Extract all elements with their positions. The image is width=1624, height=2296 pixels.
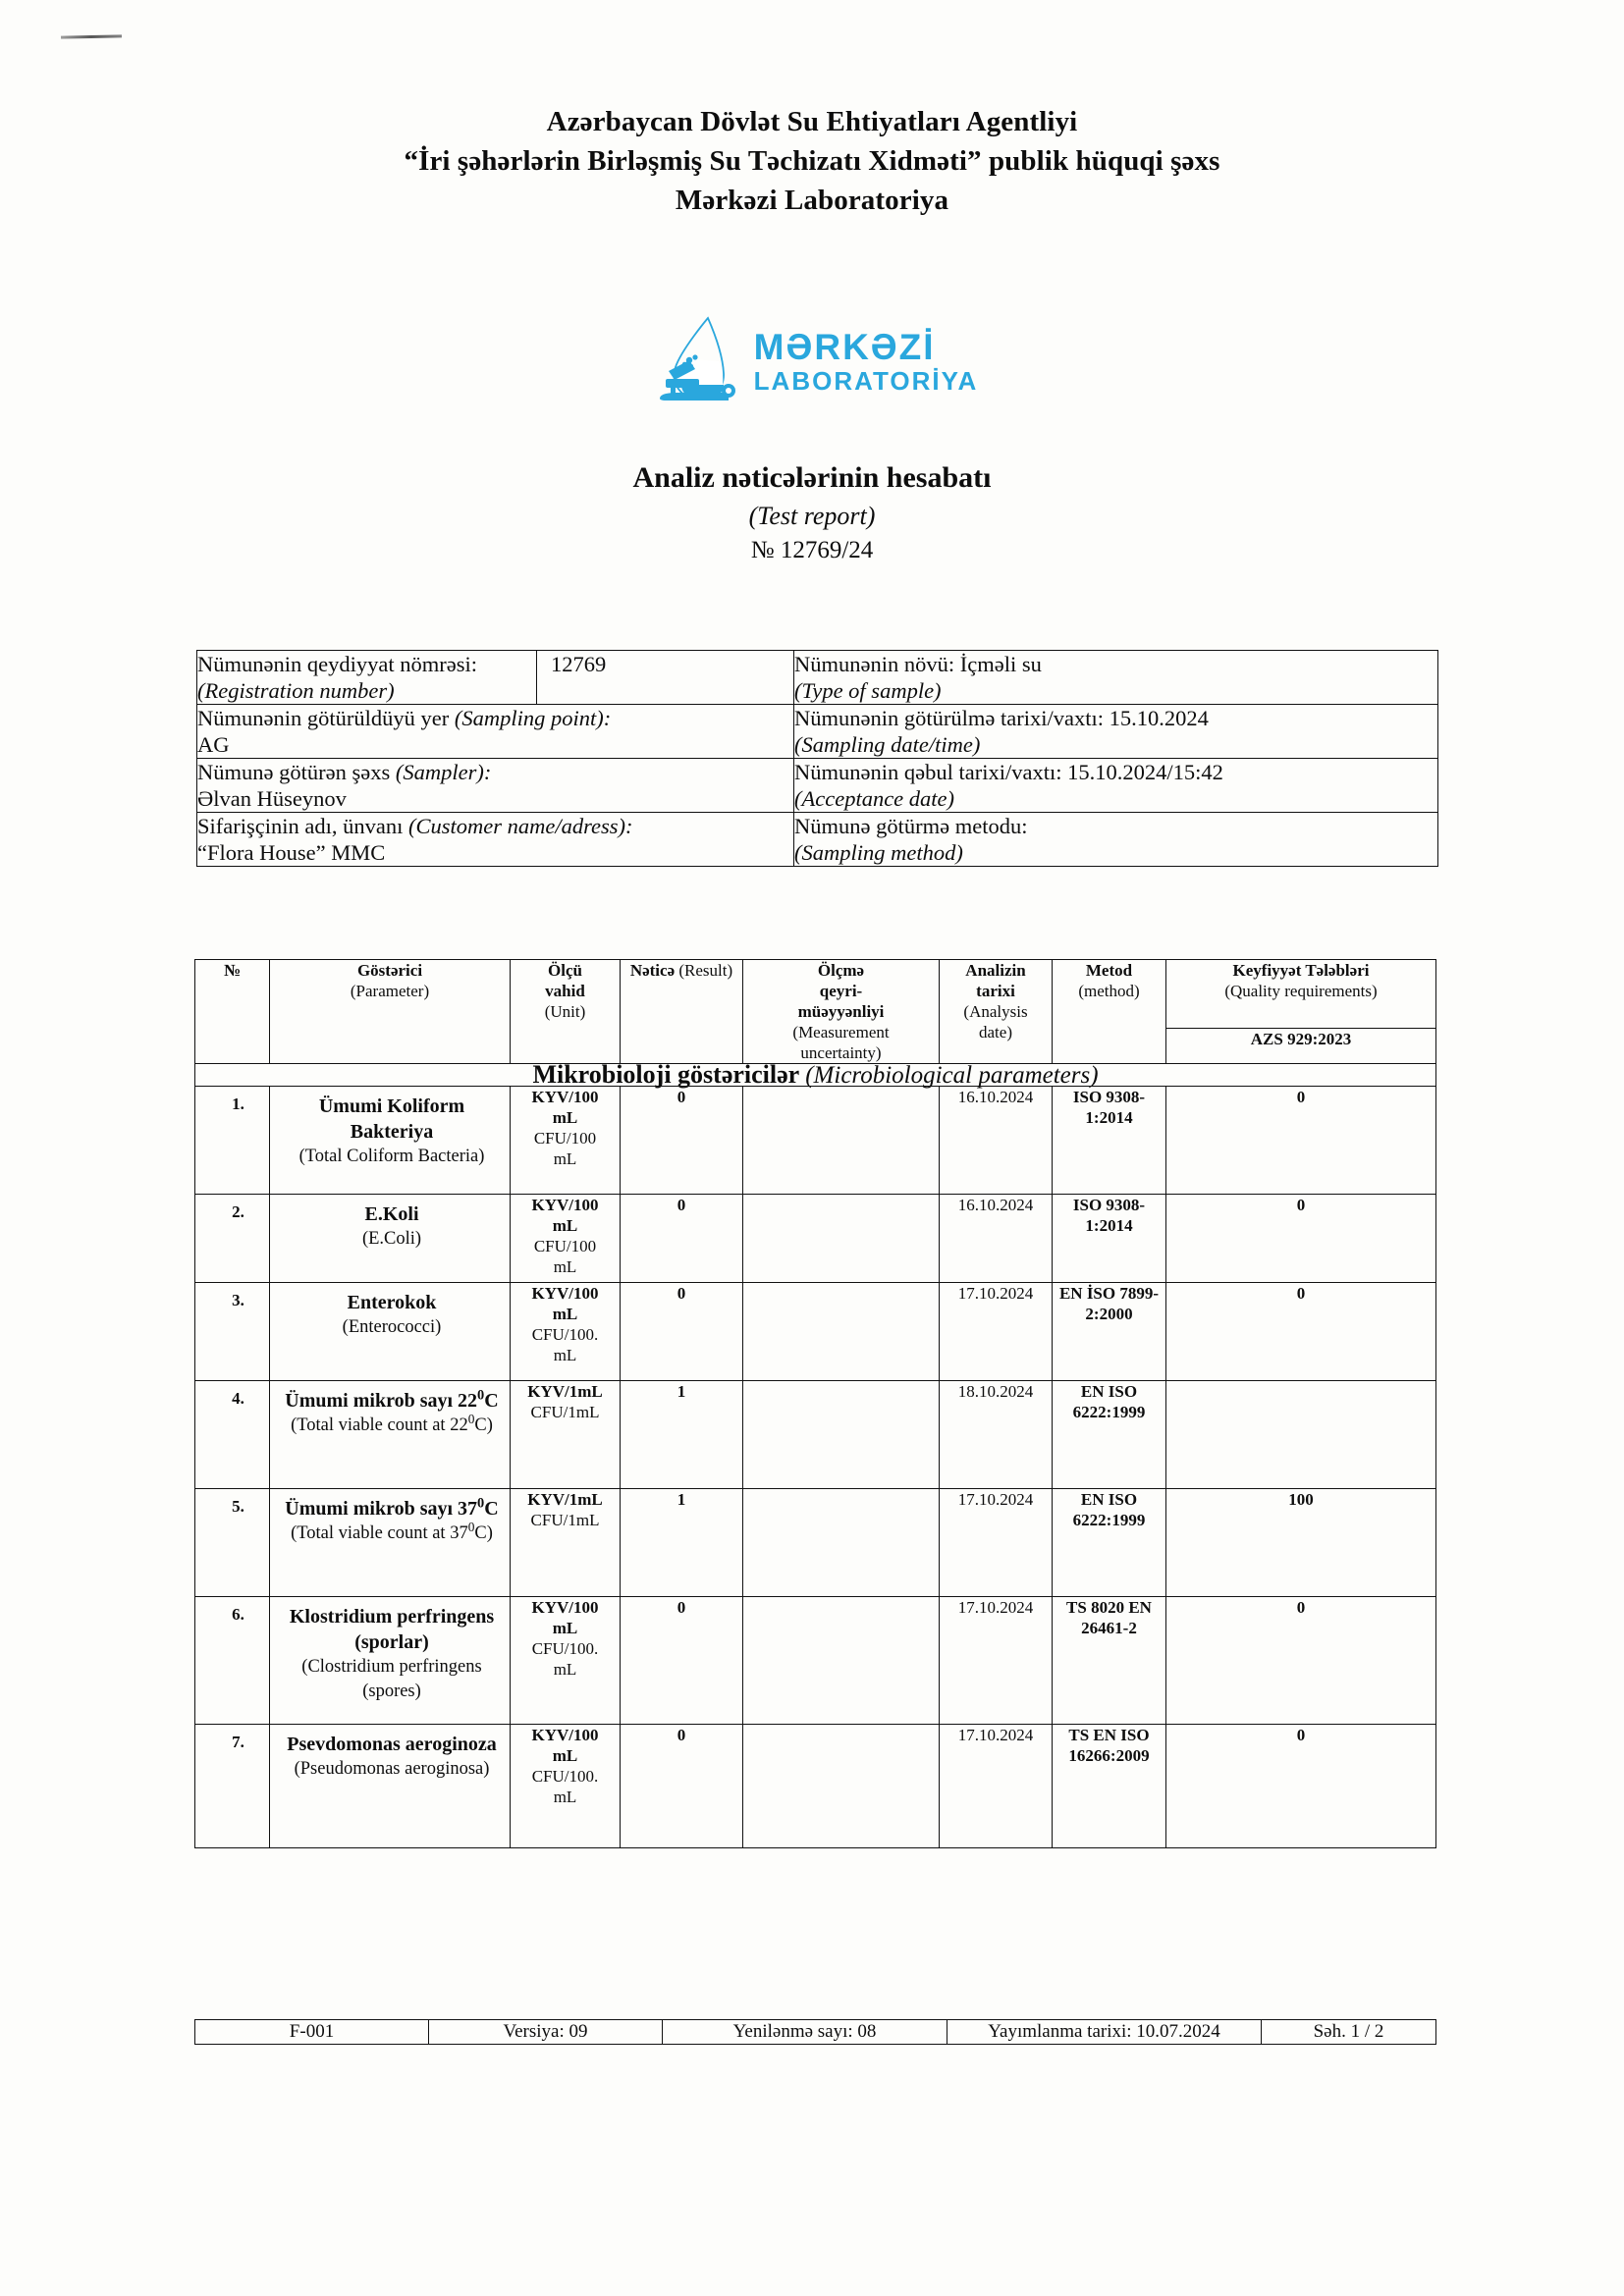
row-uncertainty-cell bbox=[743, 1283, 940, 1381]
unit-en-line1: CFU/100. bbox=[531, 1639, 599, 1658]
row-analysis-date-cell: 18.10.2024 bbox=[940, 1381, 1053, 1489]
col-header-unit-az1: Ölçü bbox=[548, 961, 582, 980]
registration-label-az: Nümunənin qeydiyyat nömrəsi: bbox=[197, 652, 477, 676]
footer-revision: Yenilənmə sayı: 08 bbox=[663, 2020, 947, 2045]
row-unit-cell bbox=[511, 1725, 621, 1848]
parameter-name-en: (Total Coliform Bacteria) bbox=[298, 1147, 485, 1166]
sample-info-table bbox=[196, 650, 1438, 867]
row-result-cell: 0 bbox=[621, 1597, 743, 1725]
info-cell-sampling-point bbox=[197, 705, 794, 759]
row-uncertainty-cell bbox=[743, 1381, 940, 1489]
acceptance-date-az: Nümunənin qəbul tarixi/vaxtı: 15.10.2024/15:42 bbox=[794, 760, 1223, 784]
row-result-cell: 1 bbox=[621, 1489, 743, 1597]
row-result-cell: 0 bbox=[621, 1087, 743, 1195]
unit-az-line2: mL bbox=[552, 1746, 578, 1765]
row-quality-requirement-cell: 0 bbox=[1166, 1725, 1436, 1848]
sampling-method-az: Nümunə götürmə metodu: bbox=[794, 814, 1028, 838]
row-analysis-date-cell: 17.10.2024 bbox=[940, 1489, 1053, 1597]
col-header-unc-en2: uncertainty) bbox=[800, 1043, 882, 1062]
row-quality-requirement-cell bbox=[1166, 1381, 1436, 1489]
sampling-method-en: (Sampling method) bbox=[794, 840, 963, 865]
row-uncertainty-cell bbox=[743, 1195, 940, 1283]
organisation-header bbox=[0, 102, 1624, 220]
registration-label-en: (Registration number) bbox=[197, 678, 395, 703]
col-header-no-label: № bbox=[223, 961, 242, 980]
unit-az-line2: mL bbox=[552, 1108, 578, 1127]
unit-az-line2: mL bbox=[552, 1619, 578, 1637]
col-header-date-az1: Analizin bbox=[965, 961, 1026, 980]
row-unit-cell bbox=[511, 1195, 621, 1283]
row-quality-requirement-cell: 0 bbox=[1166, 1597, 1436, 1725]
row-uncertainty-cell bbox=[743, 1597, 940, 1725]
customer-value: “Flora House” MMC bbox=[197, 840, 386, 865]
col-header-quality bbox=[1166, 960, 1436, 1029]
org-header-line-3: Mərkəzi Laboratoriya bbox=[675, 185, 949, 216]
col-header-uncertainty bbox=[743, 960, 940, 1064]
sample-type-en: (Type of sample) bbox=[794, 678, 942, 703]
row-analysis-date-cell: 17.10.2024 bbox=[940, 1283, 1053, 1381]
info-row-registration bbox=[197, 651, 1438, 705]
parameter-name-az: Ümumi mikrob sayı $22^0C$ bbox=[285, 1387, 499, 1412]
col-header-unit bbox=[511, 960, 621, 1064]
report-title-az: Analiz nəticələrinin hesabatı bbox=[632, 461, 992, 494]
unit-az-line2: mL bbox=[552, 1305, 578, 1323]
org-header-line-1: Azərbaycan Dövlət Su Ehtiyatları Agentliyi bbox=[546, 106, 1078, 137]
results-section-row bbox=[195, 1064, 1436, 1087]
results-table-row bbox=[195, 1087, 1436, 1195]
unit-az-line1: KYV/100 bbox=[531, 1088, 599, 1106]
unit-en-line2: mL bbox=[553, 1346, 577, 1364]
unit-az-line1: KYV/100 bbox=[531, 1284, 599, 1303]
unit-en-line1: CFU/1mL bbox=[530, 1403, 600, 1421]
row-method-cell: EN İSO 7899-2:2000 bbox=[1053, 1283, 1166, 1381]
sampler-value: Əlvan Hüseynov bbox=[197, 786, 347, 811]
row-parameter-cell bbox=[270, 1597, 511, 1725]
parameter-name-az: Ümumi mikrob sayı $37^0C$ bbox=[285, 1495, 499, 1520]
row-number-cell: 2. bbox=[195, 1195, 270, 1283]
footer-publish-date: Yayımlanma tarixi: 10.07.2024 bbox=[947, 2020, 1262, 2045]
row-number-cell: 6. bbox=[195, 1597, 270, 1725]
row-number-cell: 4. bbox=[195, 1381, 270, 1489]
info-cell-sampler bbox=[197, 759, 794, 813]
parameter-name-en: (Pseudomonas aeroginosa) bbox=[294, 1759, 490, 1779]
row-method-cell: ISO 9308-1:2014 bbox=[1053, 1195, 1166, 1283]
row-unit-cell bbox=[511, 1381, 621, 1489]
sampler-label-en: (Sampler): bbox=[395, 760, 492, 784]
row-number-cell: 5. bbox=[195, 1489, 270, 1597]
results-table-row bbox=[195, 1489, 1436, 1597]
col-header-date-en2: date) bbox=[979, 1023, 1012, 1041]
row-quality-requirement-cell: 0 bbox=[1166, 1283, 1436, 1381]
sampling-point-label-az: Nümunənin götürüldüyü yer bbox=[197, 706, 450, 730]
unit-az-line1: KYV/1mL bbox=[527, 1490, 603, 1509]
unit-az-line2: mL bbox=[552, 1216, 578, 1235]
customer-label-az: Sifarişçinin adı, ünvanı bbox=[197, 814, 404, 838]
customer-label-en: (Customer name/adress): bbox=[407, 814, 633, 838]
sampling-date-en: (Sampling date/time) bbox=[794, 732, 981, 757]
parameter-name-az: Klostridium perfringens (sporlar) bbox=[289, 1606, 495, 1653]
row-method-cell: ISO 9308-1:2014 bbox=[1053, 1087, 1166, 1195]
info-cell-registration-label bbox=[197, 651, 537, 705]
col-header-unit-az2: vahid bbox=[545, 982, 585, 1000]
col-header-unc-az2: qeyri- bbox=[819, 982, 863, 1000]
col-header-parameter-en: (Parameter) bbox=[350, 982, 430, 1000]
row-result-cell: 0 bbox=[621, 1195, 743, 1283]
row-method-cell: EN ISO 6222:1999 bbox=[1053, 1489, 1166, 1597]
row-uncertainty-cell bbox=[743, 1725, 940, 1848]
row-unit-cell bbox=[511, 1087, 621, 1195]
unit-az-line1: KYV/100 bbox=[531, 1726, 599, 1744]
row-result-cell: 0 bbox=[621, 1725, 743, 1848]
water-drop-microscope-icon bbox=[646, 316, 748, 406]
row-uncertainty-cell bbox=[743, 1087, 940, 1195]
results-table-row bbox=[195, 1381, 1436, 1489]
results-table-row bbox=[195, 1725, 1436, 1848]
info-row-customer bbox=[197, 813, 1438, 867]
row-analysis-date-cell: 17.10.2024 bbox=[940, 1597, 1053, 1725]
results-table-body bbox=[195, 1060, 1436, 1848]
col-header-method-az: Metod bbox=[1085, 961, 1133, 980]
row-parameter-cell bbox=[270, 1195, 511, 1283]
info-row-sampling-point bbox=[197, 705, 1438, 759]
col-header-method bbox=[1053, 960, 1166, 1064]
report-title-block bbox=[0, 459, 1624, 566]
info-cell-sample-type bbox=[794, 651, 1438, 705]
unit-en-line2: mL bbox=[553, 1660, 577, 1679]
row-unit-cell bbox=[511, 1489, 621, 1597]
sampler-label-az: Nümunə götürən şəxs bbox=[197, 760, 391, 784]
unit-en-line2: mL bbox=[553, 1788, 577, 1806]
sampling-point-label-en: (Sampling point): bbox=[454, 706, 612, 730]
col-header-result bbox=[621, 960, 743, 1064]
section-title-az: Mikrobioloji göstəricilər bbox=[532, 1060, 806, 1089]
row-quality-requirement-cell: 100 bbox=[1166, 1489, 1436, 1597]
col-header-result-en: (Result) bbox=[678, 961, 733, 980]
row-number-cell: 7. bbox=[195, 1725, 270, 1848]
row-method-cell: TS 8020 EN 26461-2 bbox=[1053, 1597, 1166, 1725]
col-header-date-en1: (Analysis bbox=[963, 1002, 1028, 1021]
row-analysis-date-cell: 16.10.2024 bbox=[940, 1087, 1053, 1195]
row-result-cell: 1 bbox=[621, 1381, 743, 1489]
row-unit-cell bbox=[511, 1597, 621, 1725]
row-method-cell: EN ISO 6222:1999 bbox=[1053, 1381, 1166, 1489]
row-parameter-cell bbox=[270, 1489, 511, 1597]
report-title-en: (Test report) bbox=[748, 502, 876, 530]
col-header-quality-standard bbox=[1166, 1029, 1436, 1064]
unit-az-line1: KYV/1mL bbox=[527, 1382, 603, 1401]
row-parameter-cell bbox=[270, 1283, 511, 1381]
row-quality-requirement-cell: 0 bbox=[1166, 1087, 1436, 1195]
info-cell-acceptance-date bbox=[794, 759, 1438, 813]
section-title-en: (Microbiological parameters) bbox=[805, 1062, 1099, 1089]
parameter-name-en: (Clostridium perfringens (spores) bbox=[301, 1657, 482, 1701]
document-footer-table bbox=[194, 2019, 1436, 2045]
org-header-line-2: “İri şəhərlərin Birləşmiş Su Təchizatı Xidməti” publik hüquqi şəxs bbox=[404, 145, 1220, 177]
col-header-parameter bbox=[270, 960, 511, 1064]
row-parameter-cell bbox=[270, 1087, 511, 1195]
unit-en-line1: CFU/100. bbox=[531, 1767, 599, 1786]
row-number-cell: 3. bbox=[195, 1283, 270, 1381]
row-unit-cell bbox=[511, 1283, 621, 1381]
col-header-date-az2: tarixi bbox=[976, 982, 1015, 1000]
info-cell-customer bbox=[197, 813, 794, 867]
footer-version: Versiya: 09 bbox=[429, 2020, 663, 2045]
info-cell-registration-value: 12769 bbox=[537, 651, 794, 705]
unit-en-line2: mL bbox=[553, 1149, 577, 1168]
footer-row bbox=[195, 2020, 1436, 2045]
unit-az-line1: KYV/100 bbox=[531, 1196, 599, 1214]
results-table-row bbox=[195, 1195, 1436, 1283]
quality-standard-label: AZS 929:2023 bbox=[1250, 1030, 1352, 1049]
footer-page-number: Səh. 1 / 2 bbox=[1262, 2020, 1436, 2045]
col-header-unit-en: (Unit) bbox=[544, 1002, 586, 1021]
unit-en-line1: CFU/100 bbox=[533, 1129, 597, 1148]
results-table-row bbox=[195, 1597, 1436, 1725]
row-result-cell: 0 bbox=[621, 1283, 743, 1381]
col-header-unc-az1: Ölçmə bbox=[817, 961, 865, 980]
parameter-name-en: (Enterococci) bbox=[342, 1317, 442, 1337]
col-header-parameter-az: Göstərici bbox=[356, 961, 423, 980]
row-method-cell: TS EN ISO 16266:2009 bbox=[1053, 1725, 1166, 1848]
parameter-name-en: (Total viable count at $37^0C$) bbox=[291, 1519, 493, 1543]
parameter-name-az: E.Koli bbox=[364, 1203, 419, 1225]
parameter-name-az: Enterokok bbox=[347, 1292, 437, 1313]
info-cell-sampling-method bbox=[794, 813, 1438, 867]
results-table-row bbox=[195, 1283, 1436, 1381]
col-header-quality-en: (Quality requirements) bbox=[1224, 982, 1378, 1000]
unit-en-line1: CFU/100. bbox=[531, 1325, 599, 1344]
analysis-results-table bbox=[194, 959, 1436, 1848]
acceptance-date-en: (Acceptance date) bbox=[794, 786, 955, 811]
unit-en-line1: CFU/100 bbox=[533, 1237, 597, 1255]
col-header-analysis-date bbox=[940, 960, 1053, 1064]
col-header-unc-en1: (Measurement bbox=[792, 1023, 890, 1041]
row-parameter-cell bbox=[270, 1381, 511, 1489]
parameter-name-az: Ümumi Koliform Bakteriya bbox=[318, 1095, 465, 1143]
col-header-unc-az3: müəyyənliyi bbox=[797, 1002, 885, 1021]
logo-text-line-2: LABORATORİYA bbox=[753, 366, 979, 396]
results-section-title bbox=[195, 1060, 1436, 1089]
col-header-result-az: Nəticə bbox=[629, 961, 676, 980]
row-uncertainty-cell bbox=[743, 1489, 940, 1597]
parameter-name-en: (Total viable count at $22^0C$) bbox=[291, 1411, 493, 1435]
logo-text-line-1: MƏRKƏZİ bbox=[753, 327, 936, 367]
row-analysis-date-cell: 17.10.2024 bbox=[940, 1725, 1053, 1848]
row-parameter-cell bbox=[270, 1725, 511, 1848]
row-analysis-date-cell: 16.10.2024 bbox=[940, 1195, 1053, 1283]
col-header-method-en: (method) bbox=[1078, 982, 1140, 1000]
report-number: № 12769/24 bbox=[750, 537, 874, 563]
col-header-quality-az: Keyfiyyət Tələbləri bbox=[1232, 961, 1370, 980]
sample-type-az: Nümunənin növü: İçməli su bbox=[794, 652, 1042, 676]
info-cell-sampling-date bbox=[794, 705, 1438, 759]
row-number-cell: 1. bbox=[195, 1087, 270, 1195]
unit-en-line1: CFU/1mL bbox=[530, 1511, 600, 1529]
parameter-name-az: Psevdomonas aeroginoza bbox=[287, 1734, 497, 1755]
row-quality-requirement-cell: 0 bbox=[1166, 1195, 1436, 1283]
info-row-sampler bbox=[197, 759, 1438, 813]
col-header-no bbox=[195, 960, 270, 1064]
unit-az-line1: KYV/100 bbox=[531, 1598, 599, 1617]
sampling-date-az: Nümunənin götürülmə tarixi/vaxtı: 15.10.2024 bbox=[794, 706, 1209, 730]
scan-artifact-mark bbox=[61, 34, 122, 38]
footer-form-code: F-001 bbox=[195, 2020, 429, 2045]
parameter-name-en: (E.Coli) bbox=[361, 1229, 422, 1249]
results-header-row bbox=[195, 960, 1436, 1029]
laboratory-logo bbox=[0, 316, 1624, 406]
unit-en-line2: mL bbox=[553, 1257, 577, 1276]
sampling-point-value: AG bbox=[197, 732, 230, 757]
